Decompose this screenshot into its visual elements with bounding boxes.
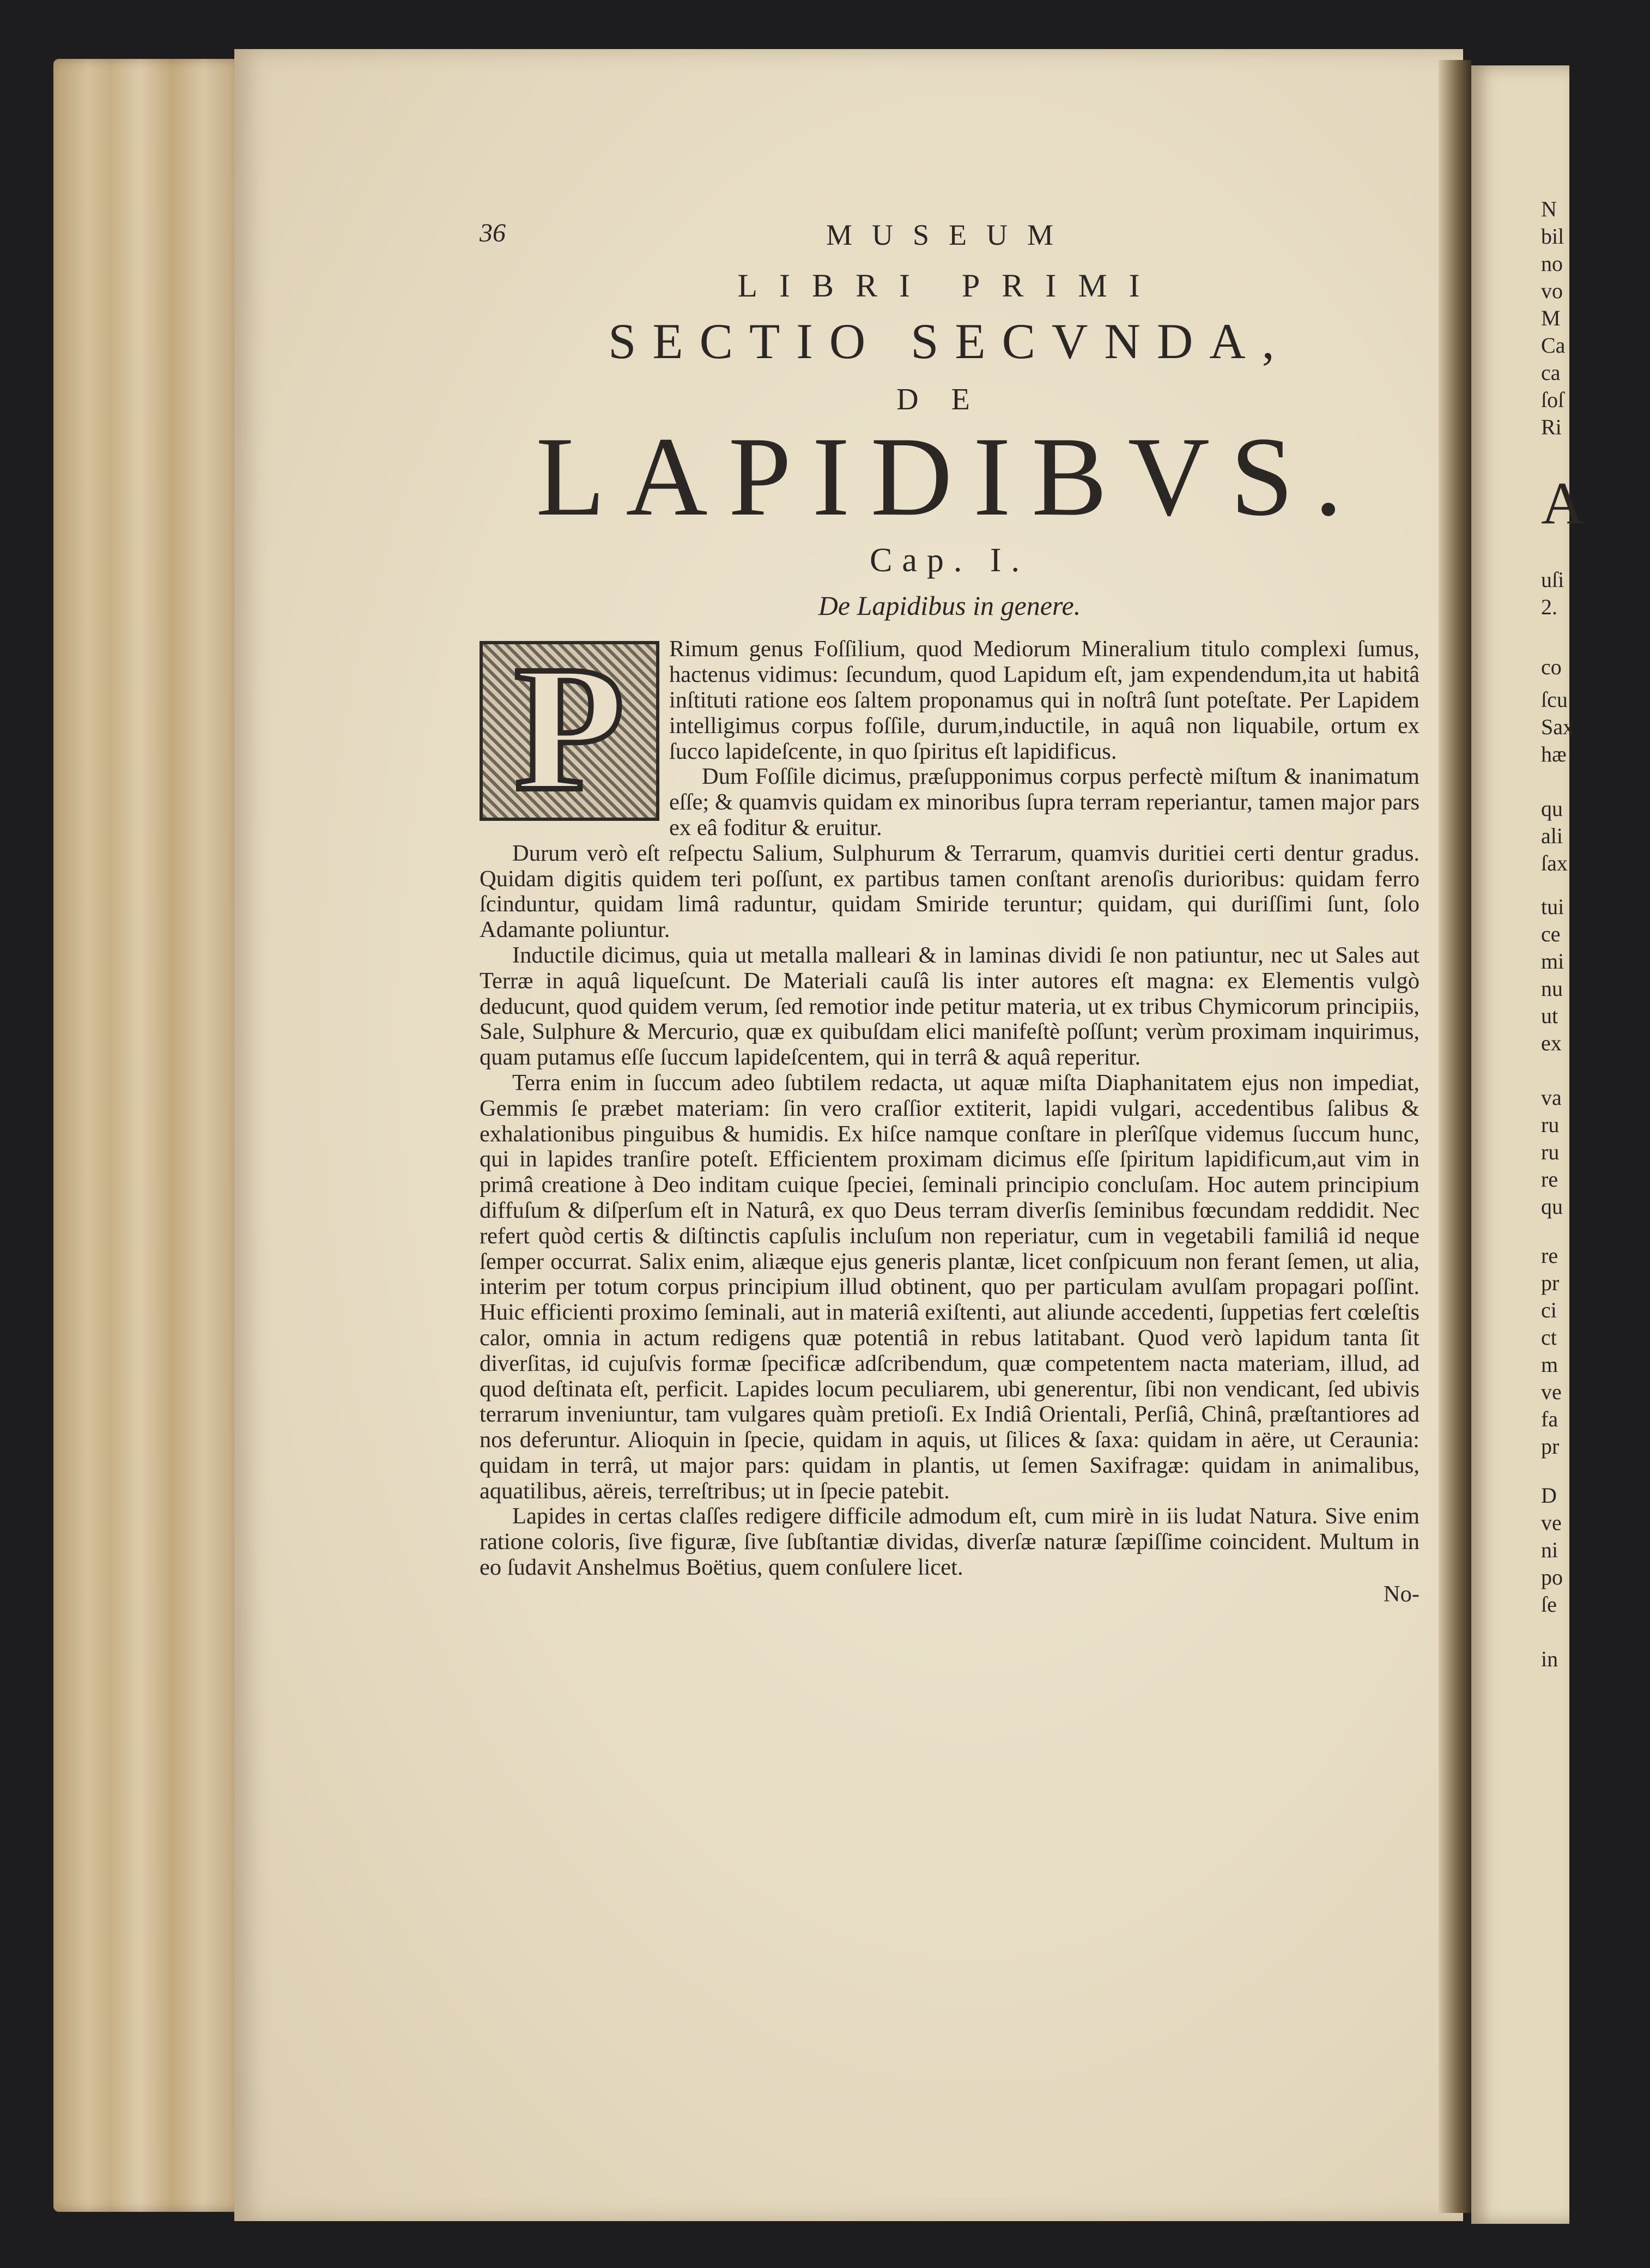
facing-page-fragment: 2.	[1541, 595, 1557, 619]
facing-page-fragment: uſi	[1541, 567, 1564, 592]
running-title: MUSEUM	[826, 219, 1073, 251]
facing-page-fragment: in	[1541, 1647, 1558, 1671]
facing-page-fragment: no	[1541, 251, 1563, 276]
facing-page-fragment: ru	[1541, 1112, 1560, 1137]
facing-page-fragment: re	[1541, 1167, 1558, 1192]
facing-page-fragment: hæ	[1541, 742, 1567, 766]
facing-page-fragment: ct	[1541, 1325, 1557, 1350]
paragraph: Terra enim in ſuccum adeo ſubtilem redacta, ut aquæ miſta Diaphanitatem ejus non impediat, Gemmis ſe præbet materiam: ſin vero craſſior extiterit, lapidi vulgari, accedentibus ſalibus & exhalationibus pinguibus & humidis. Ex hiſce namque conſtare in plerîſque videmus ſuccum hunc, qui in lapides tranſire poteſt. Efficientem proximam dicimus eſſe ſpiritum lapidificum,aut vim in primâ creatione à Deo inditam cuique ſpeciei, ſeminali principio concluſam. Hoc autem principium diffuſum & diſperſum eſt in Naturâ, ex quo Deus terram diverſis ſeminibus fœcundam reddidit. Nec refert quòd certis & diſtinctis capſulis incluſum non reperiatur, cum in vegetabili familiâ id neque ſemper occurrat. Salix enim, aliæque ejus generis plantæ, licet conſpicuum non ferant ſemen, ut alia, interim per totum corpus principium illud obtinent, quo per particulam avulſam propagari poſſint. Huic efficienti proximo ſeminali, aut in materiâ exiſtenti, aut aliunde accedenti, ſuppetias fert cœleſtis calor, omnia in actum redigens quæ potentiâ in rebus latitabant. Quod verò lapidum tanta ſit diverſitas, id cujuſvis formæ ſpecificæ adſcribendum, quæ competentem nacta materiam, illud, ad quod deſtinata eſt, perficit. Lapides locum peculiarem, ubi generentur, ſibi non vendicant, ſed ubivis terrarum inveniuntur, tam vulgares quàm pretioſi. Ex Indiâ Orientali, Perſiâ, Chinâ, præſtantiores ad nos deferuntur. Alioquin in ſpecie, quidam in aquis, ut ſilices & ſaxa: quidam in aëre, ut Ceraunia: quidam in terrâ, ut major pars: quidam in plantis, ut ſemen Saxifragæ: quidam in animalibus, aquatilibus, aëreis, terreſtribus; ut in ſpecie patebit.	[480, 1069, 1420, 1504]
book-page-edges	[53, 59, 245, 2212]
facing-page-fragment: po	[1541, 1565, 1563, 1589]
facing-page-fragment: Sax	[1541, 715, 1574, 739]
facing-page-fragment: ca	[1541, 360, 1561, 385]
facing-page-fragment: ve	[1541, 1510, 1562, 1535]
facing-page-fragment: ſe	[1541, 1592, 1557, 1617]
facing-page-fragment: ni	[1541, 1538, 1558, 1562]
facing-page-fragment: co	[1541, 655, 1562, 679]
facing-page-fragment: D	[1541, 1483, 1557, 1508]
facing-page-fragment: ru	[1541, 1140, 1560, 1164]
book-gutter	[1439, 60, 1471, 2213]
facing-page-fragment: m	[1541, 1352, 1558, 1377]
facing-page-fragment: mi	[1541, 949, 1564, 973]
drop-cap-ornament	[480, 629, 659, 828]
paragraph: Rimum genus Foſſilium, quod Mediorum Mineralium titulo complexi ſumus, hactenus vidimus: ſecundum, quod Lapidum eſt, jam expendendum,ita ut habitâ inſtituti ratione eos ſaltem proponamus qui in noſtrâ ſunt poteſtate. Per Lapidem intelligimus corpus foſſile, durum,inductile, in aquâ non liquabile, ortum ex ſucco lapideſcente, in quo ſpiritus eſt lapidificus.	[669, 636, 1420, 764]
section-de: DE	[896, 383, 1003, 416]
facing-page-fragment: qu	[1541, 1194, 1563, 1219]
facing-page-fragment: ex	[1541, 1031, 1562, 1055]
facing-page-fragment: pr	[1541, 1434, 1560, 1459]
book-title: LIBRI PRIMI	[737, 268, 1162, 304]
facing-page-fragment: M	[1541, 306, 1561, 330]
facing-page-fragment: ve	[1541, 1380, 1562, 1404]
facing-page-fragment: Ca	[1541, 333, 1566, 358]
facing-page-fragment: ce	[1541, 922, 1561, 946]
facing-page-fragment: ut	[1541, 1003, 1558, 1028]
drop-cap-letter: P	[514, 629, 624, 828]
catchword: No-	[1383, 1581, 1420, 1607]
facing-page-fragment: qu	[1541, 796, 1563, 821]
facing-page-fragment: va	[1541, 1085, 1562, 1110]
facing-page-fragment: pr	[1541, 1271, 1560, 1295]
paragraph: Dum Foſſile dicimus, præſupponimus corpus perfectè miſtum & inanimatum eſſe; & quamvis quidam ex minoribus ſupra terram reperiantur, tamen major pars ex eâ foditur & eruitur.	[669, 764, 1420, 840]
running-head	[480, 202, 1420, 267]
facing-page-fragment: bil	[1541, 224, 1564, 249]
facing-page-fragment: re	[1541, 1243, 1558, 1268]
main-title: LAPIDIBVS.	[536, 414, 1363, 539]
facing-page	[1471, 65, 1585, 2224]
facing-page-fragment: fa	[1541, 1407, 1558, 1431]
facing-page-fragment: A	[1541, 470, 1585, 536]
page-number: 36	[480, 219, 506, 247]
facing-page-fragment: ſoſ	[1541, 388, 1564, 412]
chapter-heading: Cap. I.	[869, 542, 1030, 579]
facing-page-fragment: nu	[1541, 976, 1563, 1001]
facing-page-fragment: tui	[1541, 894, 1564, 919]
section-title: SECTIO SECVNDA,	[608, 313, 1291, 369]
paragraph: Inductile dicimus, quia ut metalla malleari & in laminas dividi ſe non patiuntur, nec ut Sales aut Terræ in aquâ liqueſcunt. De Materiali cauſâ lis inter autores eſt magna: ex Elementis vulgò deducunt, quod quidem verum, ſed remotior inde petitur materia, ut ex tribus Chymicorum principiis, Sale, Sulphure & Mercurio, quæ ex quibuſdam elici manifeſtè poſſunt; verùm proximam inquirimus, quam putamus eſſe ſuccum lapideſcentem, qui in terrâ & aquâ reperitur.	[480, 942, 1420, 1071]
facing-page-fragment: N	[1541, 197, 1557, 221]
facing-page-fragment: vo	[1541, 279, 1563, 303]
facing-page-fragment: ſcu	[1541, 687, 1568, 712]
paragraph: Durum verò eſt reſpectu Salium, Sulphurum & Terrarum, quamvis duritiei certi dentur gradus. Quidam digitis quidem teri poſſunt, ex partibus tamen conſtant arenoſis durioribus: quidam ferro ſcinduntur, quidam limâ raduntur, quidam Smiride teruntur; quidam, qui duriſſimi ſunt, ſolo Adamante poliuntur.	[480, 840, 1420, 943]
facing-page-fragment: ſax	[1541, 851, 1568, 875]
facing-page-fragment: ci	[1541, 1298, 1557, 1322]
chapter-title: De Lapidibus in genere.	[818, 590, 1081, 621]
facing-page-fragment: Ri	[1541, 415, 1562, 439]
body-text	[480, 629, 1420, 1607]
facing-page-fragment: ali	[1541, 824, 1563, 848]
page-content	[480, 202, 1420, 1607]
paragraph: Lapides in certas claſſes redigere difficile admodum eſt, cum mirè in iis ludat Natura. Sive enim ratione coloris, ſive figuræ, ſive ſubſtantiæ dividas, diverſæ naturæ ſæpiſſime coincident. Multum in eo ſudavit Anshelmus Boëtius, quem conſulere licet.	[480, 1503, 1420, 1581]
